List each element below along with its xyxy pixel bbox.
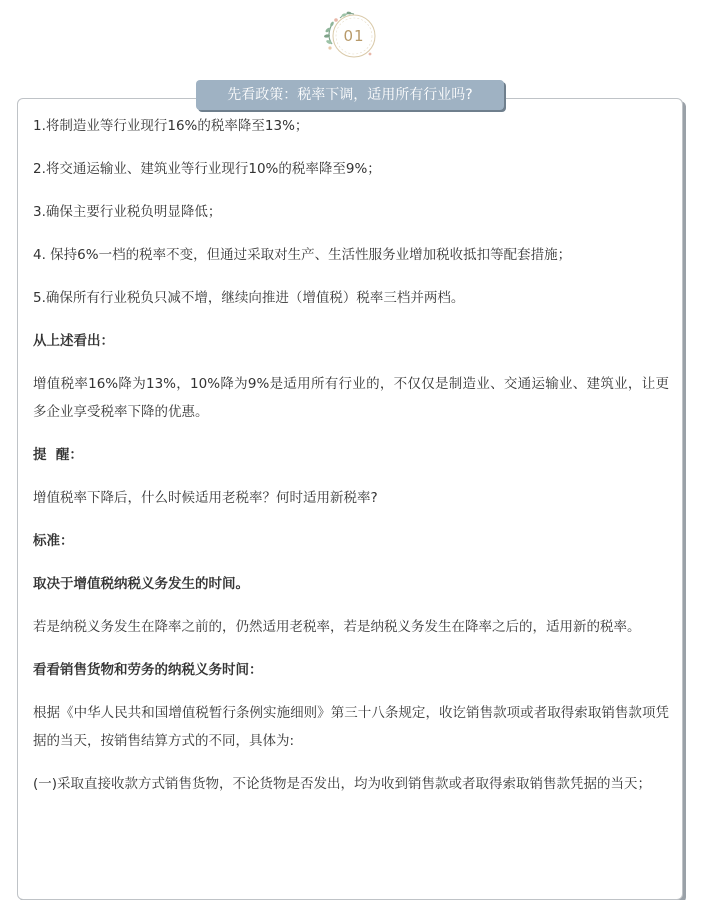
paragraph: 5.确保所有行业税负只减不增，继续向推进（增值税）税率三档并两档。 [33, 290, 465, 306]
subheading: 提 醒： [33, 447, 83, 463]
section-number-badge [318, 8, 382, 64]
subheading: 取决于增值税纳税义务发生的时间。 [33, 576, 249, 592]
paragraph: 4. 保持6%一档的税率不变，但通过采取对生产、生活性服务业增加税收抵扣等配套措施； [33, 247, 572, 263]
paragraph: 若是纳税义务发生在降率之前的，仍然适用老税率，若是纳税义务发生在降率之后的，适用新的税率。 [33, 619, 641, 635]
section-number: 01 [343, 27, 365, 45]
paragraph: 增值税率16%降为13%，10%降为9%是适用所有行业的，不仅仅是制造业、交通运输业、建筑业，让更多企业享受税率下降的优惠。 [33, 376, 669, 420]
subheading: 看看销售货物和劳务的纳税义务时间： [33, 662, 263, 678]
section-title: 先看政策：税率下调，适用所有行业吗? [196, 80, 504, 110]
paragraph: (一)采取直接收款方式销售货物，不论货物是否发出，均为收到销售款或者取得索取销售款凭据的当天； [33, 776, 652, 792]
subheading: 标准： [33, 533, 74, 549]
paragraph: 增值税率下降后，什么时候适用老税率？何时适用新税率? [33, 490, 378, 506]
paragraph: 1.将制造业等行业现行16%的税率降至13%； [33, 118, 309, 134]
paragraph: 3.确保主要行业税负明显降低； [33, 204, 222, 220]
paragraph: 2.将交通运输业、建筑业等行业现行10%的税率降至9%； [33, 161, 381, 177]
paragraph: 根据《中华人民共和国增值税暂行条例实施细则》第三十八条规定，收讫销售款项或者取得索取销售款项凭据的当天，按销售结算方式的不同，具体为: [33, 705, 669, 749]
subheading: 从上述看出： [33, 333, 114, 349]
article-body [33, 112, 669, 813]
